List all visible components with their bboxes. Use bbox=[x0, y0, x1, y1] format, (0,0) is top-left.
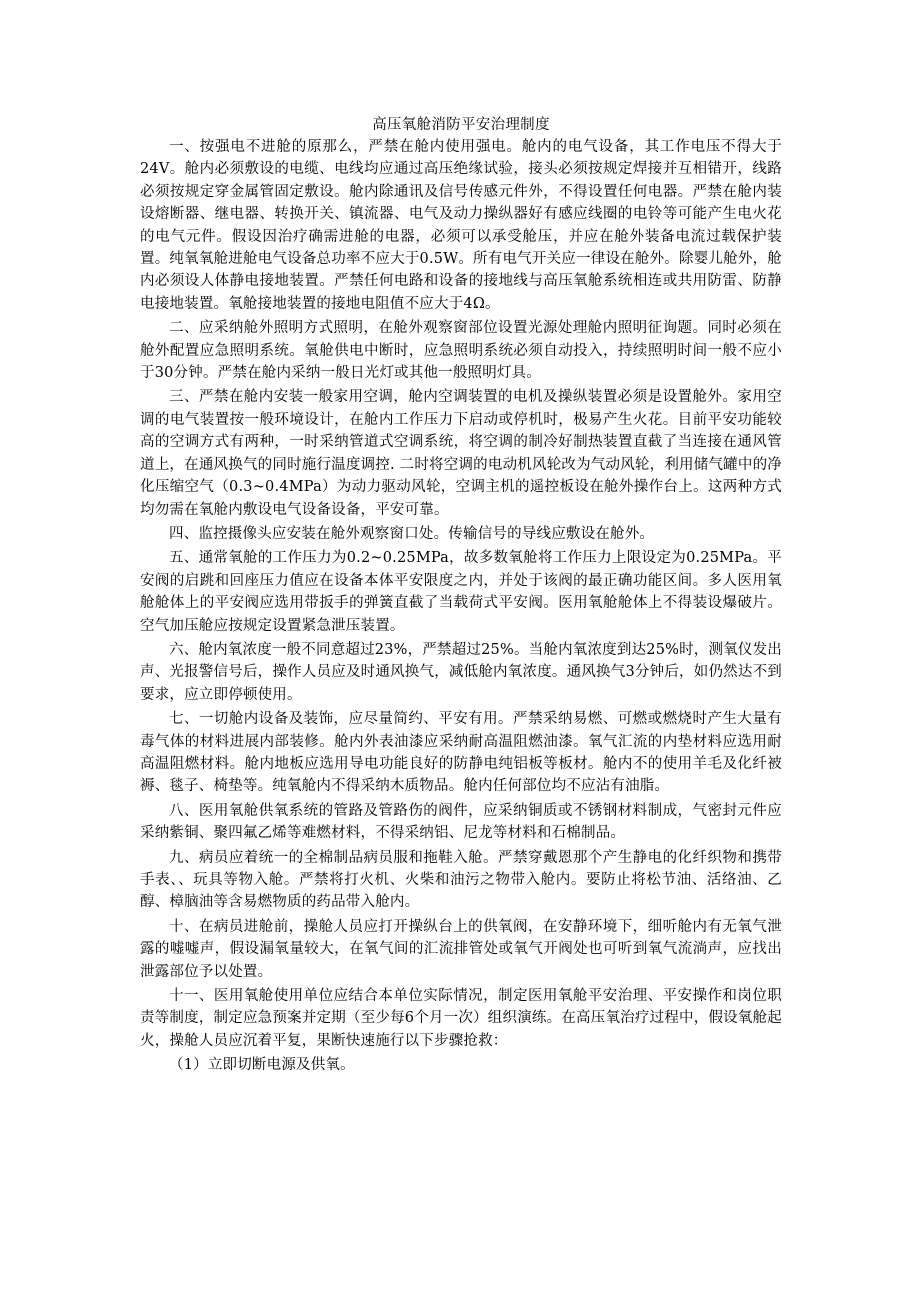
paragraph-2: 二、应采纳舱外照明方式照明，在舱外观察窗部位设置光源处理舱内照明征询题。同时必须在舱外配置应急照明系统。氧舱供电中断时，应急照明系统必须自动投入，持续照明时间一般不应小于30分钟。严禁在舱内采纳一般日光灯或其他一般照明灯具。 bbox=[140, 320, 782, 382]
paragraph-4: 四、监控摄像头应安装在舱外观察窗口处。传输信号的导线应敷设在舱外。 bbox=[169, 525, 655, 542]
document-title: 高压氧舱消防平安治理制度 bbox=[372, 117, 550, 133]
paragraph-5: 五、通常氧舱的工作压力为0.2~0.25MPa，故多数氧舱将工作压力上限设定为0.25MPa。平安阀的启跳和回座压力值应在设备本体平安限度之内，并处于该阀的最正确功能区间。多人医用氧舱舱体上的平安阀应选用带扳手的弹簧直截了当载荷式平安阀。医用氧舱舱体上不得装设爆破片。空气加压舱应按规定设置紧急泄压装置。 bbox=[140, 550, 782, 634]
paragraph-7: 七、一切舱内设备及装饰，应尽量简约、平安有用。严禁采纳易燃、可燃或燃烧时产生大量有毒气体的材料进展内部装修。舱内外表油漆应采纳耐高温阻燃油漆。氧气汇流的内垫材料应选用耐高温阻燃材料。舱内地板应选用导电功能良好的防静电纯铝板等板材。舱内不的使用羊毛及化纤被褥、毯子、椅垫等。纯氧舱内不得采纳木质物品。舱内任何部位均不应沾有油脂。 bbox=[140, 711, 782, 795]
paragraph-1: 一、按强电不进舱的原那么，严禁在舱内使用强电。舱内的电气设备，其工作电压不得大于24V。舱内必须敷设的电缆、电线均应通过高压绝缘试验，接头必须按规定焊接并互相错开，线路必须按规定穿金属管固定敷设。舱内除通讯及信号传感元件外，不得设置任何电器。严禁在舱内装设熔断器、继电器、转换开关、镇流器、电气及动力操纵器好有感应线圈的电铃等可能产生电火花的电气元件。假设因治疗确需进舱的电器，必须可以承受舱压，并应在舱外装备电流过载保护装置。纯氧氧舱进舱电气设备总功率不应大于0.5W。所有电气开关应一律设在舱外。除婴儿舱外，舱内必须设人体静电接地装置。严禁任何电路和设备的接地线与高压氧舱系统相连或共用防雷、防静电接地装置。氧舱接地装置的接地电阻值不应大于4Ω。 bbox=[140, 139, 782, 312]
document-page bbox=[140, 115, 782, 1079]
paragraph-8: 八、医用氧舱供氧系统的管路及管路伤的阀件，应采纳铜质或不锈钢材料制成，气密封元件应采纳紫铜、聚四氟乙烯等难燃材料，不得采纳铝、尼龙等材料和石棉制品。 bbox=[140, 802, 782, 842]
paragraph-11: 十一、医用氧舱使用单位应结合本单位实际情况，制定医用氧舱平安治理、平安操作和岗位职责等制度，制定应急预案并定期（至少每6个月一次）组织演练。在高压氧治疗过程中，假设氧舱起火，操舱人员应沉着平复，果断快速施行以下步骤抢救： bbox=[140, 988, 782, 1049]
paragraph-12: （1）立即切断电源及供氧。 bbox=[169, 1057, 355, 1074]
paragraph-6: 六、舱内氧浓度一般不同意超过23%，严禁超过25%。当舱内氧浓度到达25%时，测氧仪发出声、光报警信号后，操作人员应及时通风换气，减低舱内氧浓度。通风换气3分钟后，如仍然达不到要求，应立即停顿使用。 bbox=[140, 641, 782, 703]
paragraph-10: 十、在病员进舱前，操舱人员应打开操纵台上的供氧阀，在安静环境下，细听舱内有无氧气泄露的嘘嘘声，假设漏氧量较大，在氧气间的汇流排管处或氧气开阀处也可听到氧气流淌声，应找出泄露部位予以处置。 bbox=[140, 918, 782, 980]
paragraph-9: 九、病员应着统一的全棉制品病员服和拖鞋入舱。严禁穿戴恩那个产生静电的化纤织物和携带手表、、玩具等物入舱。严禁将打火机、火柴和油污之物带入舱内。要防止将松节油、活络油、乙醇、樟脑油等含易燃物质的药品带入舱内。 bbox=[140, 849, 782, 911]
paragraph-3: 三、严禁在舱内安装一般家用空调，舱内空调装置的电机及操纵装置必须是设置舱外。家用空调的电气装置按一般环境设计，在舱内工作压力下启动或停机时，极易产生火花。目前平安功能较高的空调方式有两种，一时采纳管道式空调系统，将空调的制冷好制热装置直截了当连接在通风管道上，在通风换气的同时施行温度调控. 二时将空调的电动机风轮改为气动风轮，利用储气罐中的净化压缩空气（0.3~0.4MPa）为动力驱动风轮，空调主机的遥控板设在舱外操作台上。这两种方式均勿需在氧舱内敷设电气设备设备，平安可靠。 bbox=[140, 389, 782, 518]
